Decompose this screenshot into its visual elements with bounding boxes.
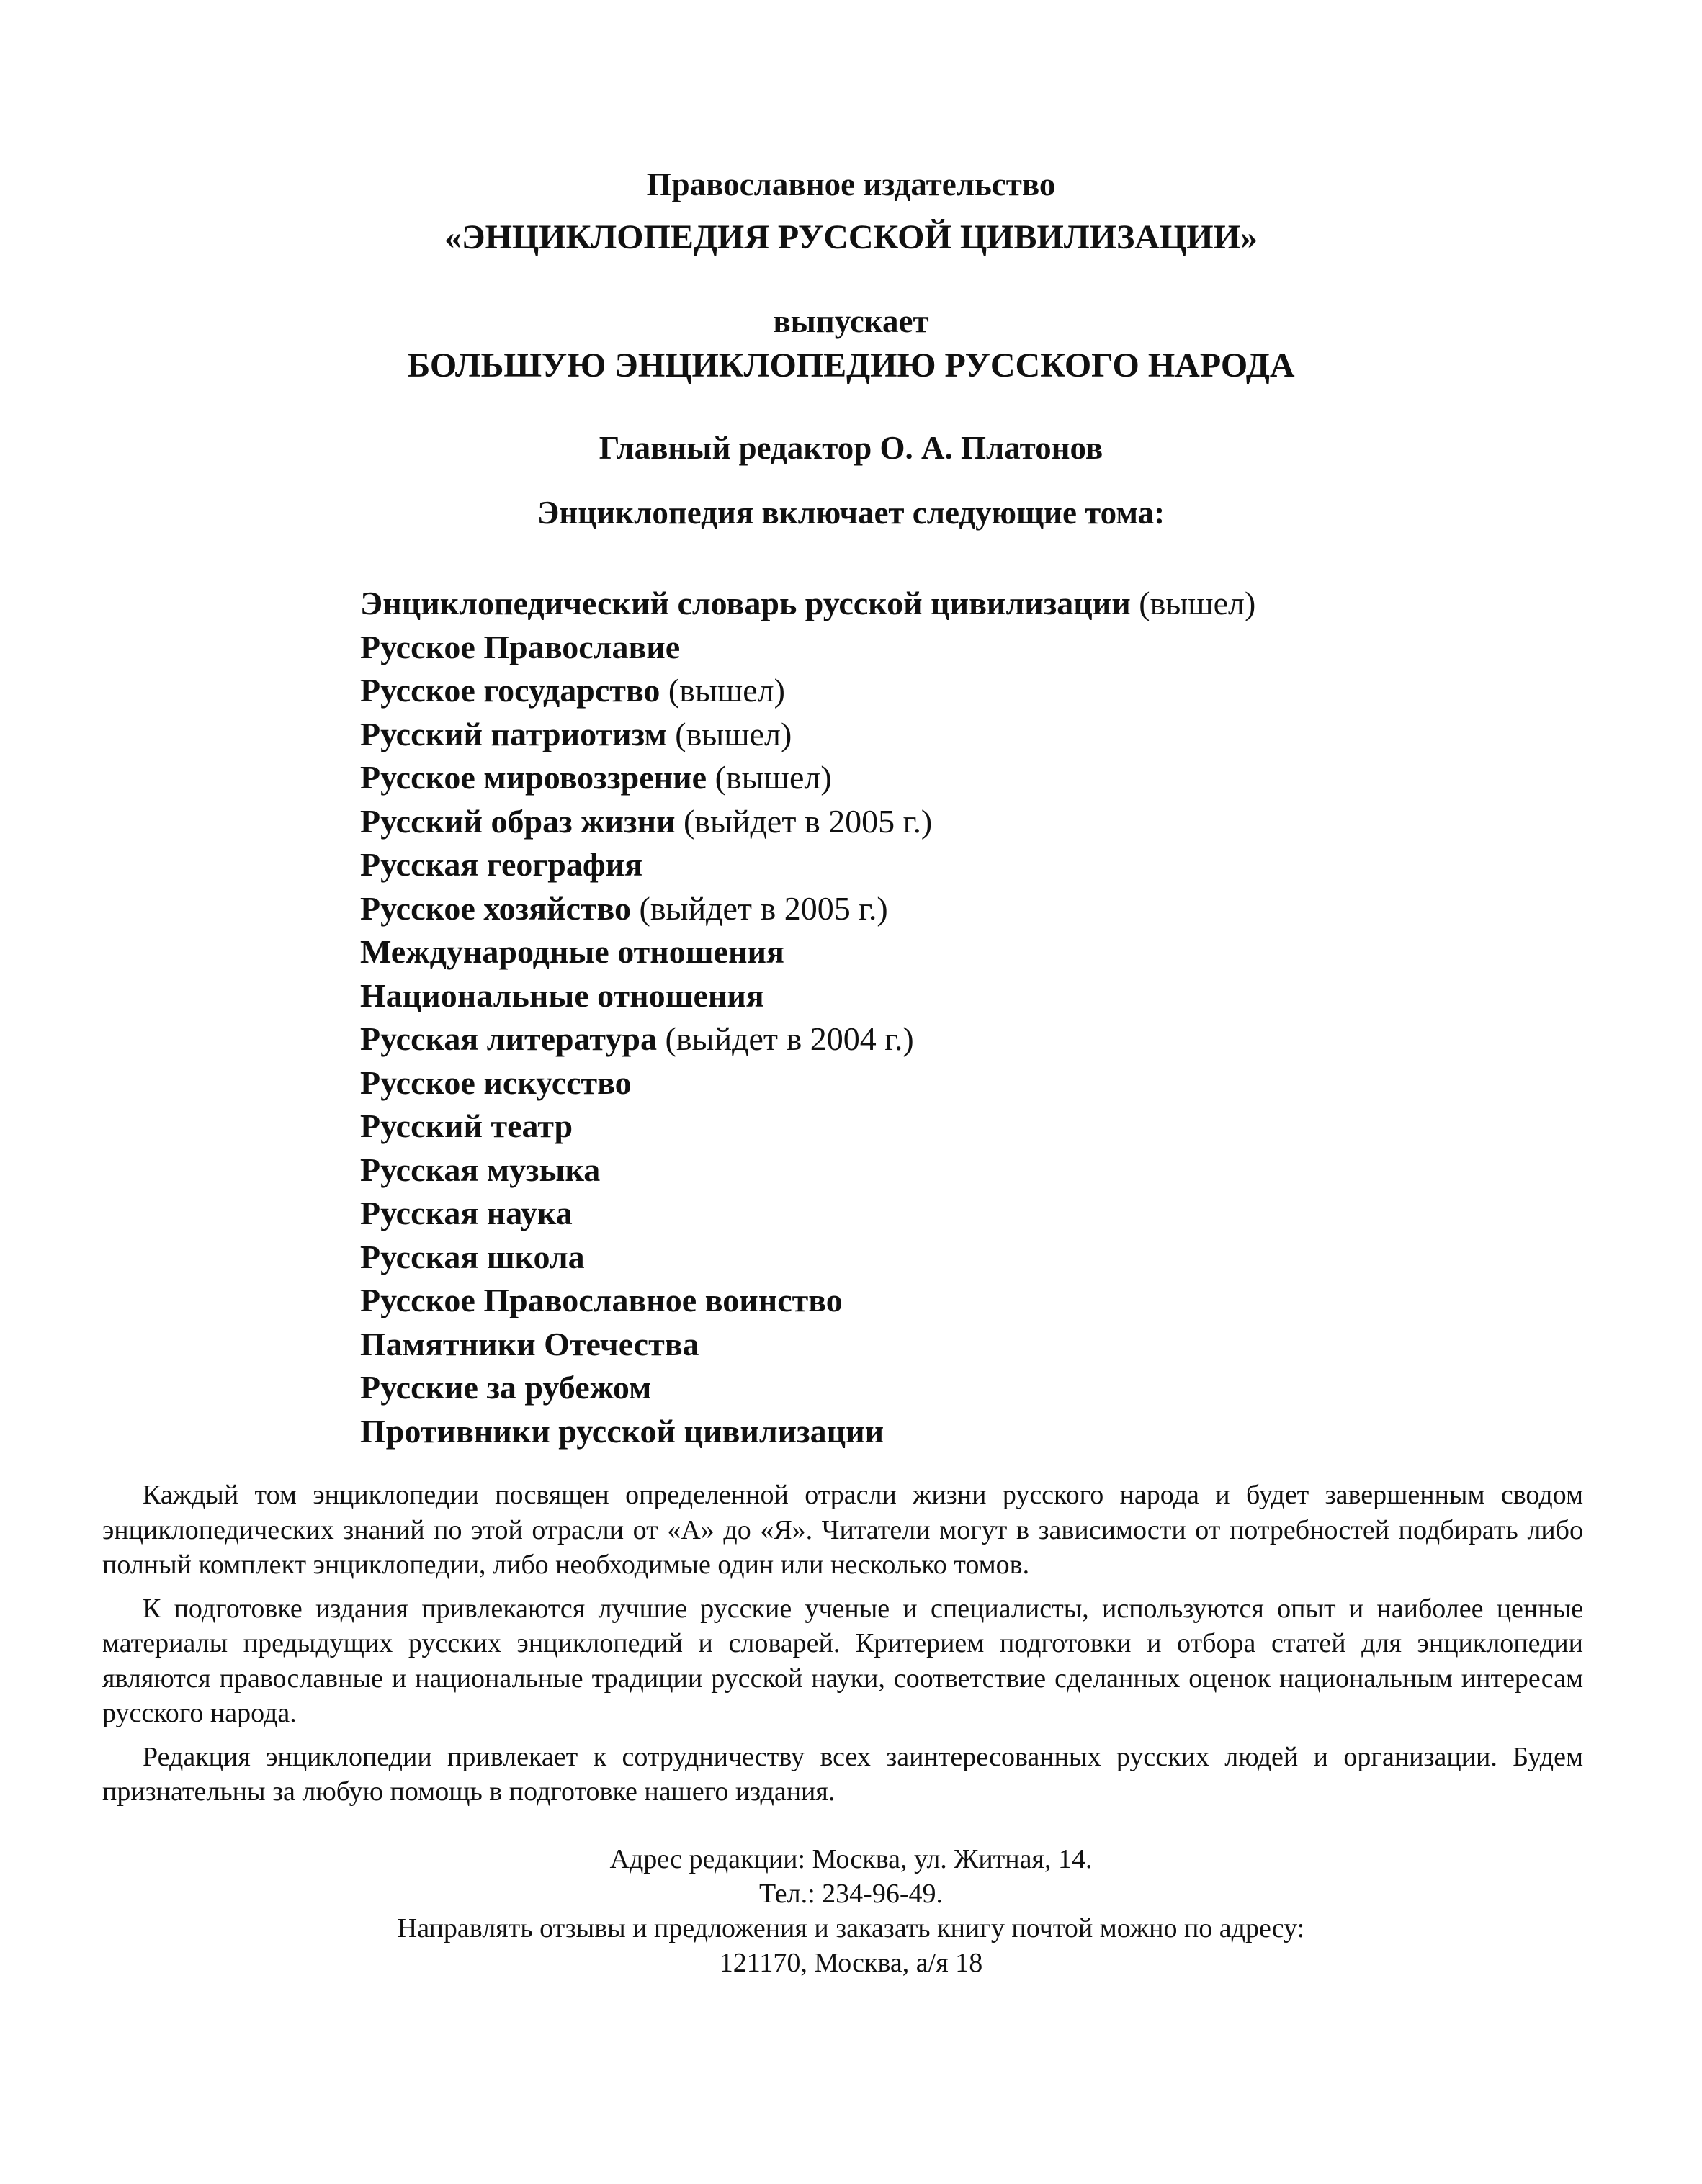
description-paragraph: Каждый том энциклопедии посвящен определенной отрасли жизни русского народа и будет завершенным сводом энциклопедических знаний по этой отрасли от «А» до «Я». Читатели могут в зависимости от потребностей подбирать либо полный комплект энциклопедии, либо необходимые один или несколько томов.: [102, 1480, 1583, 1580]
contacts-block: [0, 1842, 1702, 1980]
volume-status: (выйдет в 2004 г.): [657, 1020, 914, 1057]
postal-address: 121170, Москва, а/я 18: [719, 1948, 983, 1978]
description-paragraph: К подготовке издания привлекаются лучшие русские ученые и специалисты, используются опыт и наиболее ценные материалы предыдущих русских энциклопедий и словарей. Критерием подготовки и отбора статей для энциклопедии являются православные и национальные традиции русской науки, соответствие сделанных оценок национальным интересам русского народа.: [102, 1593, 1583, 1728]
volume-item: [360, 1366, 1255, 1410]
publisher-name: «ЭНЦИКЛОПЕДИЯ РУССКОЙ ЦИВИЛИЗАЦИИ»: [444, 218, 1258, 256]
volume-title: Русская наука: [360, 1195, 573, 1231]
volume-item: [360, 669, 1255, 713]
mail-instructions: Направлять отзывы и предложения и заказать книгу почтой можно по адресу:: [397, 1913, 1305, 1943]
volume-item: [360, 713, 1255, 757]
volume-item: [360, 1323, 1255, 1367]
releases-label: выпускает: [773, 303, 929, 339]
editorial-address: Адрес редакции: Москва, ул. Житная, 14.: [609, 1844, 1093, 1874]
volume-item: [360, 1410, 1255, 1454]
volume-item: [360, 1017, 1255, 1061]
volume-title: Русское хозяйство: [360, 889, 631, 927]
editor-line: Главный редактор О. А. Платонов: [599, 430, 1103, 466]
volume-title: Русский театр: [360, 1107, 573, 1144]
volume-item: [360, 1105, 1255, 1149]
encyclopedia-title: БОЛЬШУЮ ЭНЦИКЛОПЕДИЮ РУССКОГО НАРОДА: [407, 346, 1295, 385]
volume-item: [360, 887, 1255, 931]
publisher-label: Православное издательство: [646, 166, 1056, 202]
volume-title: Русский патриотизм: [360, 715, 667, 752]
volumes-list: [360, 582, 1255, 1453]
volume-status: (вышел): [707, 759, 832, 796]
volume-title: Русское искусство: [360, 1064, 632, 1101]
volume-item: [360, 626, 1255, 670]
volume-item: [360, 1192, 1255, 1236]
volume-title: Русское государство: [360, 672, 660, 709]
volume-item: [360, 843, 1255, 887]
volume-item: [360, 930, 1255, 974]
description-text: [102, 1478, 1583, 1818]
volume-title: Памятники Отечества: [360, 1325, 699, 1362]
volume-item: [360, 1061, 1255, 1105]
volume-title: Русская литература: [360, 1020, 658, 1057]
volume-status: (вышел): [666, 715, 792, 752]
description-paragraph: Редакция энциклопедии привлекает к сотрудничеству всех заинтересованных русских людей и организации. Будем признательны за любую помощь в подготовке нашего издания.: [102, 1741, 1583, 1807]
volume-item: [360, 582, 1255, 626]
volume-title: Русская география: [360, 846, 643, 883]
volume-status: (вышел): [1130, 585, 1256, 621]
volume-title: Русские за рубежом: [360, 1369, 652, 1406]
phone-number: Тел.: 234-96-49.: [759, 1879, 943, 1909]
volume-title: Противники русской цивилизации: [360, 1412, 884, 1450]
volume-item: [360, 756, 1255, 800]
volume-status: (выйдет в 2005 г.): [631, 889, 888, 927]
volume-status: (выйдет в 2005 г.): [675, 802, 933, 840]
volume-title: Национальные отношения: [360, 976, 764, 1014]
volumes-heading: Энциклопедия включает следующие тома:: [537, 495, 1165, 531]
volume-title: Русское Православие: [360, 628, 681, 665]
volume-title: Русское мировоззрение: [360, 759, 707, 796]
volume-title: Русская школа: [360, 1238, 585, 1275]
volume-title: Русская музыка: [360, 1151, 601, 1188]
volume-item: [360, 974, 1255, 1018]
volume-title: Русский образ жизни: [360, 802, 676, 840]
volume-title: Русское Православное воинство: [360, 1282, 843, 1318]
volume-item: [360, 1236, 1255, 1280]
volume-title: Международные отношения: [360, 933, 784, 970]
volume-item: [360, 800, 1255, 844]
volume-status: (вышел): [660, 672, 785, 709]
volume-title: Энциклопедический словарь русской цивилизации: [360, 585, 1131, 621]
volume-item: [360, 1149, 1255, 1192]
volume-item: [360, 1279, 1255, 1323]
